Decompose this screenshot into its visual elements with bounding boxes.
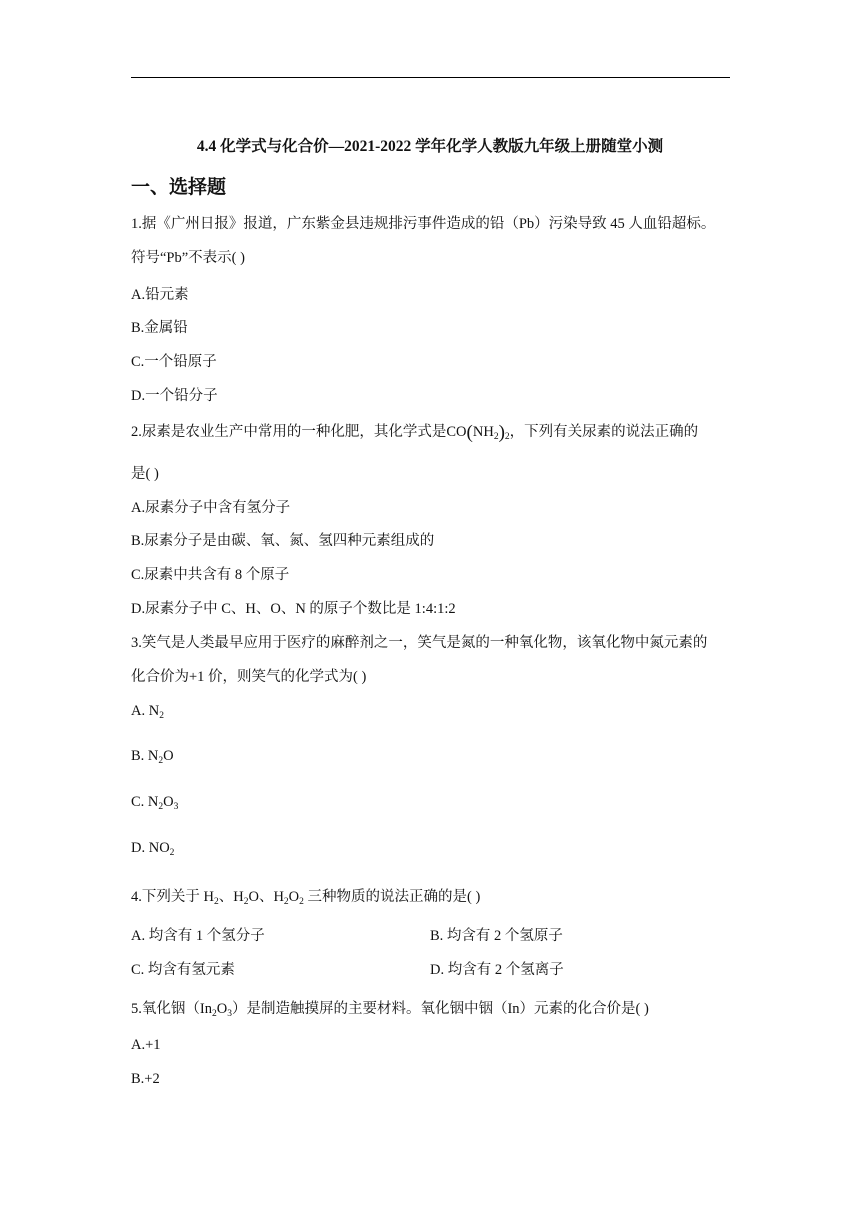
q1-option-d: D.一个铅分子 bbox=[131, 388, 218, 404]
q5-stem: 5.氧化铟$(In_2O_3)$是制造触摸屏的主要材料。氧化铟中铟（In）元素的化合价是( ) bbox=[131, 1001, 649, 1019]
q3-stem-line1: 3.笑气是人类最早应用于医疗的麻醉剂之一，笑气是氮的一种氧化物，该氧化物中氮元素的 bbox=[131, 635, 708, 651]
q3-option-a: A. $N_2$ bbox=[131, 703, 164, 721]
q4-stem: 4.下列关于 $H_2$、$H_2O$、$H_2O_2$ 三种物质的说法正确的是( ) bbox=[131, 889, 481, 907]
q1-stem-line1: 1.据《广州日报》报道，广东紫金县违规排污事件造成的铅（Pb）污染导致 45 人血铅超标。 bbox=[131, 216, 716, 232]
document-title: 4.4 化学式与化合价—2021-2022 学年化学人教版九年级上册随堂小测 bbox=[196, 138, 664, 155]
q3-option-c: C. $N_2O_3$ bbox=[131, 794, 179, 812]
q2-stem-line1 bbox=[131, 420, 698, 441]
q1-stem-line2: 符号“Pb”不表示( ) bbox=[131, 250, 245, 266]
q3-stem-line2: 化合价为+1 价，则笑气的化学式为( ) bbox=[131, 669, 367, 685]
section-heading: 一、选择题 bbox=[131, 177, 227, 198]
q3-option-d: D. $NO_2$ bbox=[131, 840, 175, 858]
q2-option-c: C.尿素中共含有 8 个原子 bbox=[131, 567, 290, 583]
q2-option-a: A.尿素分子中含有氢分子 bbox=[131, 500, 291, 516]
q2-option-d: D.尿素分子中 C、H、O、N 的原子个数比是 1:4:1:2 bbox=[131, 601, 456, 617]
q1-option-c: C.一个铅原子 bbox=[131, 354, 217, 370]
q1-option-b: B.金属铅 bbox=[131, 320, 188, 336]
q4-option-c: C. 均含有氢元素 bbox=[131, 962, 235, 978]
q2-stem-line2: 是( ) bbox=[131, 466, 159, 482]
q5-option-b: B.+2 bbox=[131, 1071, 160, 1087]
q4-option-a: A. 均含有 1 个氢分子 bbox=[131, 928, 265, 944]
urea-formula: $CO(NH_2)_2$ bbox=[446, 422, 510, 443]
header-rule bbox=[131, 77, 730, 78]
q3-option-b: B. $N_2O$ bbox=[131, 748, 174, 766]
q2-stem-prefix: 2.尿素是农业生产中常用的一种化肥，其化学式是 bbox=[131, 424, 447, 440]
q5-option-a: A.+1 bbox=[131, 1037, 161, 1053]
q1-option-a: A.铅元素 bbox=[131, 287, 189, 303]
q4-option-b: B. 均含有 2 个氢原子 bbox=[430, 928, 563, 944]
q2-option-b: B.尿素分子是由碳、氧、氮、氢四种元素组成的 bbox=[131, 533, 435, 549]
q2-stem-suffix: ，下列有关尿素的说法正确的 bbox=[509, 424, 699, 440]
q4-option-d: D. 均含有 2 个氢离子 bbox=[430, 962, 564, 978]
